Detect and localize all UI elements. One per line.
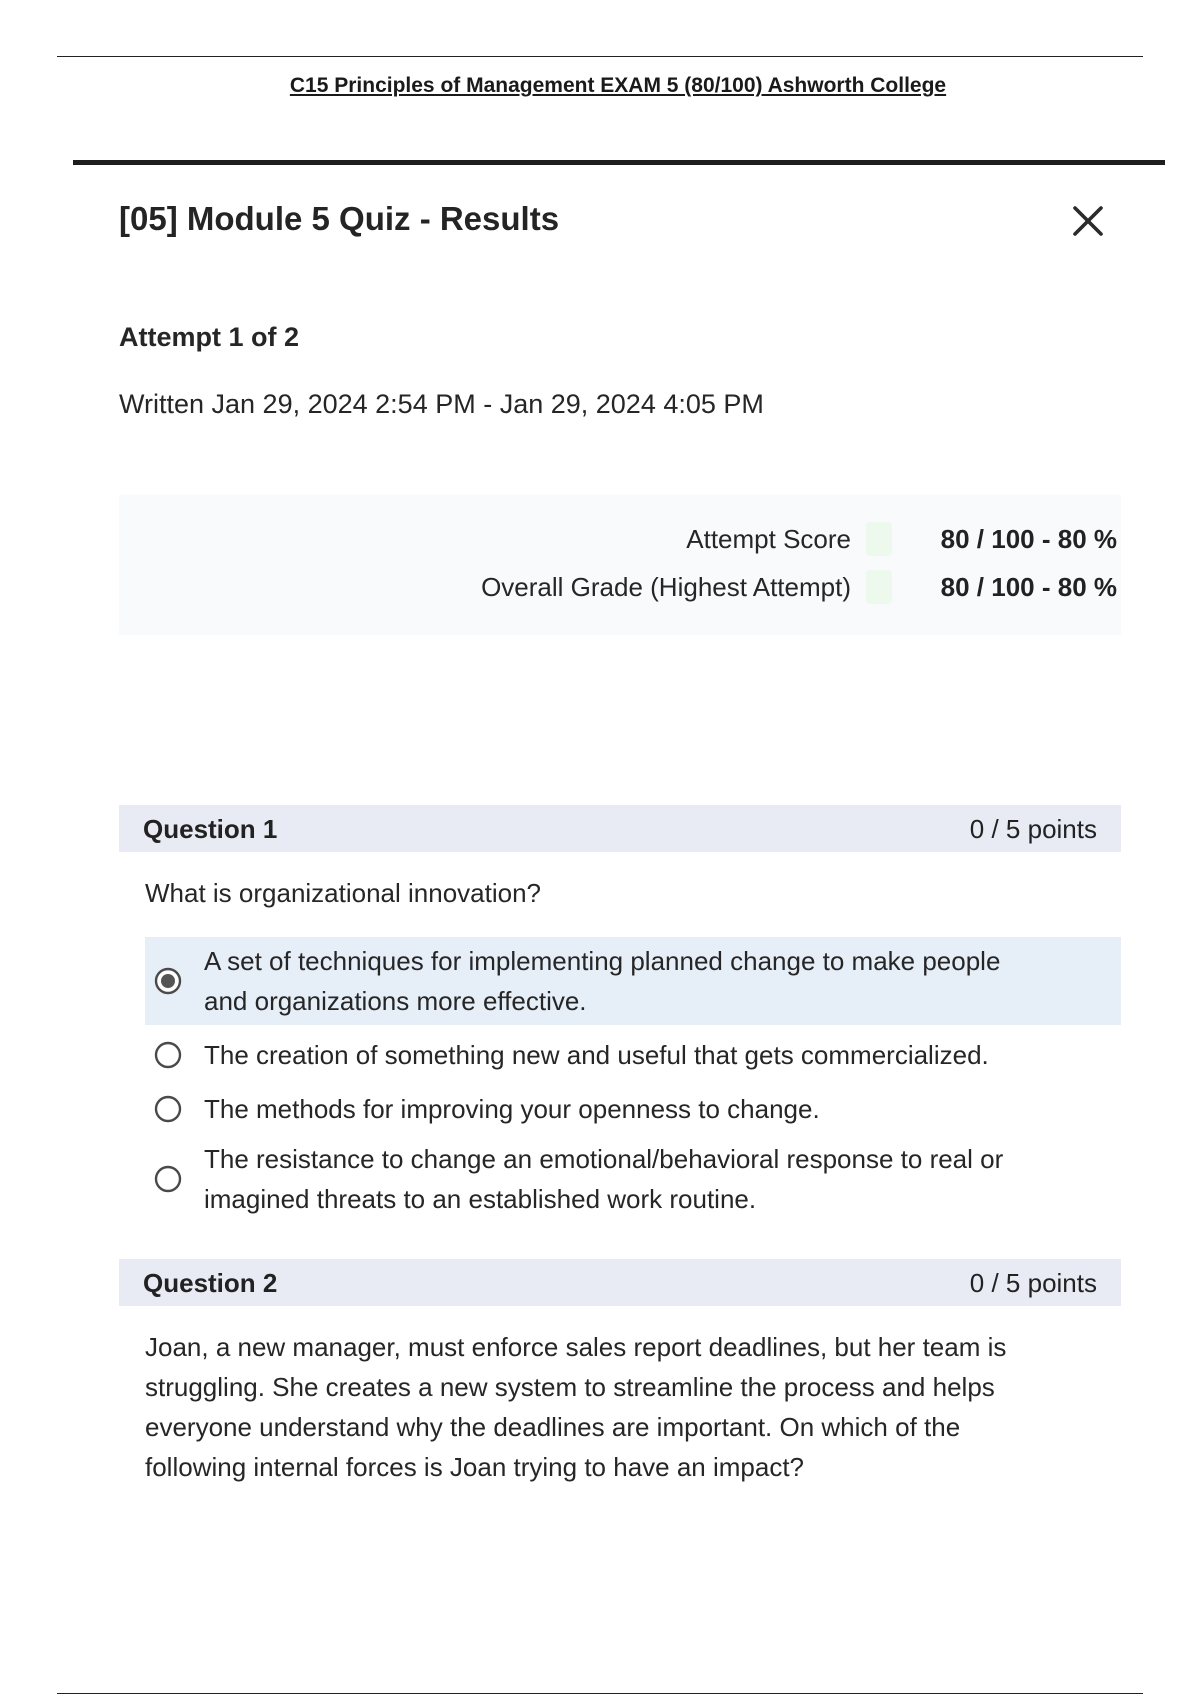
close-button[interactable] [1065,198,1111,244]
question-2-text-line: following internal forces is Joan trying to have an impact? [145,1452,805,1482]
overall-grade-label: Overall Grade (Highest Attempt) [481,572,851,602]
question-1-option-3[interactable] [145,1085,1121,1133]
option-text-line: A set of techniques for implementing planned change to make people [204,946,1001,976]
overall-grade-indicator [866,570,892,604]
option-text [204,1139,1104,1219]
question-2-text-line: everyone understand why the deadlines are important. On which of the [145,1412,961,1442]
radio-selected-icon [154,967,182,995]
option-text-line: imagined threats to an established work routine. [204,1184,757,1214]
question-1-text: What is organizational innovation? [145,878,542,908]
attempt-score-indicator [866,522,892,556]
document-title: C15 Principles of Management EXAM 5 (80/100) Ashworth College [289,74,947,97]
question-2-text-line: Joan, a new manager, must enforce sales report deadlines, but her team is [145,1332,1007,1362]
score-panel [119,495,1121,635]
question-1-option-2[interactable] [145,1031,1121,1079]
option-text: The methods for improving your openness to change. [204,1094,820,1124]
quiz-title: [05] Module 5 Quiz - Results [119,200,560,237]
option-text: The creation of something new and useful that gets commercialized. [204,1040,989,1070]
question-2-text-line: struggling. She creates a new system to streamline the process and helps [145,1372,995,1402]
written-timestamp: Written Jan 29, 2024 2:54 PM - Jan 29, 2024 4:05 PM [119,389,764,419]
attempt-score-label: Attempt Score [686,524,851,554]
question-2-label: Question 2 [143,1268,278,1298]
attempt-score-row [119,520,1121,560]
radio-unselected-icon [154,1041,182,1069]
question-1-option-4[interactable] [145,1135,1121,1223]
question-2-points: 0 / 5 points [969,1268,1097,1298]
document-bottom-rule [57,1693,1143,1694]
overall-grade-value: 80 / 100 - 80 % [940,572,1117,602]
option-text-line: and organizations more effective. [204,986,587,1016]
question-2-header [119,1259,1121,1306]
radio-unselected-icon [154,1165,182,1193]
document-top-rule [57,56,1143,57]
screenshot-top-border [73,160,1165,165]
question-1-header [119,805,1121,852]
question-1-option-1[interactable] [145,937,1121,1025]
attempt-label: Attempt 1 of 2 [119,322,300,352]
overall-grade-row [119,568,1121,608]
option-text [204,941,1104,1021]
attempt-score-value: 80 / 100 - 80 % [940,524,1117,554]
question-1-points: 0 / 5 points [969,814,1097,844]
quiz-results-screenshot [73,160,1165,1500]
radio-unselected-icon [154,1095,182,1123]
question-2-text [145,1327,1115,1487]
close-icon [1065,198,1111,244]
question-1-label: Question 1 [143,814,278,844]
option-text-line: The resistance to change an emotional/behavioral response to real or [204,1144,1004,1174]
